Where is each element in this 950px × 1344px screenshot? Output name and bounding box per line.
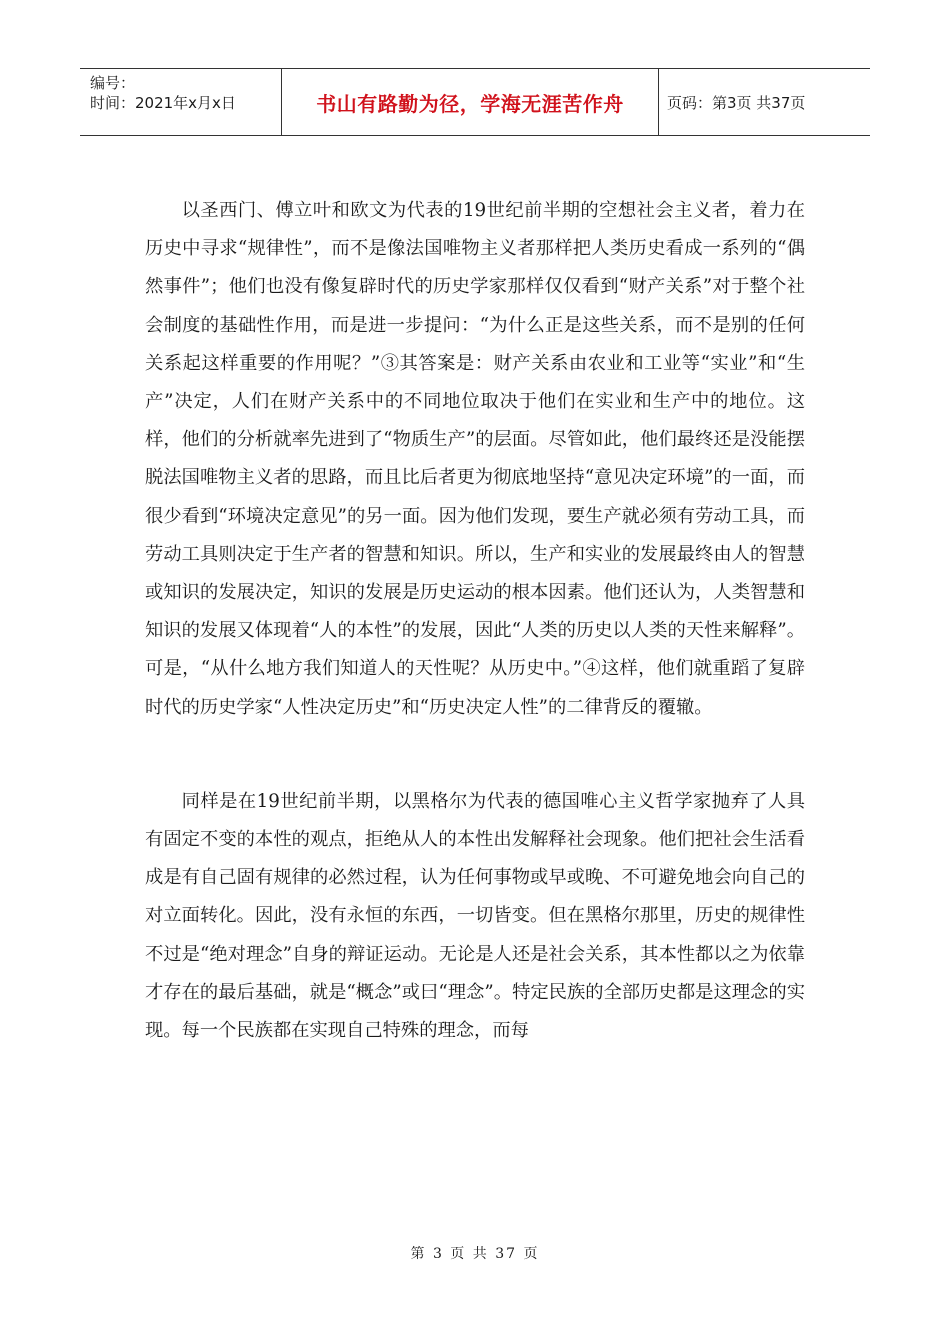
document-number-label: 编号：: [90, 74, 136, 92]
document-time-label: 时间：2021年x月x日: [90, 94, 236, 112]
document-header: [80, 68, 870, 136]
document-body: [145, 192, 805, 1050]
paragraph-spacer: [145, 727, 805, 783]
body-paragraph: 同样是在19世纪前半期，以黑格尔为代表的德国唯心主义哲学家抛弃了人具有固定不变的本性的观点，拒绝从人的本性出发解释社会现象。他们把社会生活看成是有自己固有规律的必然过程，认为任何事物或早或晚、不可避免地会向自己的对立面转化。因此，没有永恒的东西，一切皆变。但在黑格尔那里，历史的规律性不过是“绝对理念”自身的辩证运动。无论是人还是社会关系，其本性都以之为依靠才存在的最后基础，就是“概念”或曰“理念”。特定民族的全部历史都是这理念的实现。每一个民族都在实现自己特殊的理念，而每: [145, 790, 805, 1042]
header-meta: [80, 69, 282, 135]
header-page-code: 页码：第3页 共37页: [667, 93, 806, 112]
header-motto-cell: [282, 69, 659, 135]
page-footer: 第 3 页 共 37 页: [410, 1246, 540, 1262]
header-page-code-cell: [659, 69, 870, 135]
header-motto: 书山有路勤为径，学海无涯苦作舟: [316, 91, 624, 116]
body-paragraph: 以圣西门、傅立叶和欧文为代表的19世纪前半期的空想社会主义者，着力在历史中寻求“规律性”，而不是像法国唯物主义者那样把人类历史看成一系列的“偶然事件”；他们也没有像复辟时代的历史学家那样仅仅看到“财产关系”对于整个社会制度的基础性作用，而是进一步提问：“为什么正是这些关系，而不是别的任何关系起这样重要的作用呢？”③其答案是：财产关系由农业和工业等“实业”和“生产”决定，人们在财产关系中的不同地位取决于他们在实业和生产中的地位。这样，他们的分析就率先进到了“物质生产”的层面。尽管如此，他们最终还是没能摆脱法国唯物主义者的思路，而且比后者更为彻底地坚持“意见决定环境”的一面，而很少看到“环境决定意见”的另一面。因为他们发现，要生产就必须有劳动工具，而劳动工具则决定于生产者的智慧和知识。所以，生产和实业的发展最终由人的智慧或知识的发展决定，知识的发展是历史运动的根本因素。他们还认为，人类智慧和知识的发展又体现着“人的本性”的发展，因此“人类的历史以人类的天性来解释”。可是，“从什么地方我们知道人的天性呢？从历史中。”④这样，他们就重蹈了复辟时代的历史学家“人性决定历史”和“历史决定人性”的二律背反的覆辙。: [145, 200, 805, 718]
